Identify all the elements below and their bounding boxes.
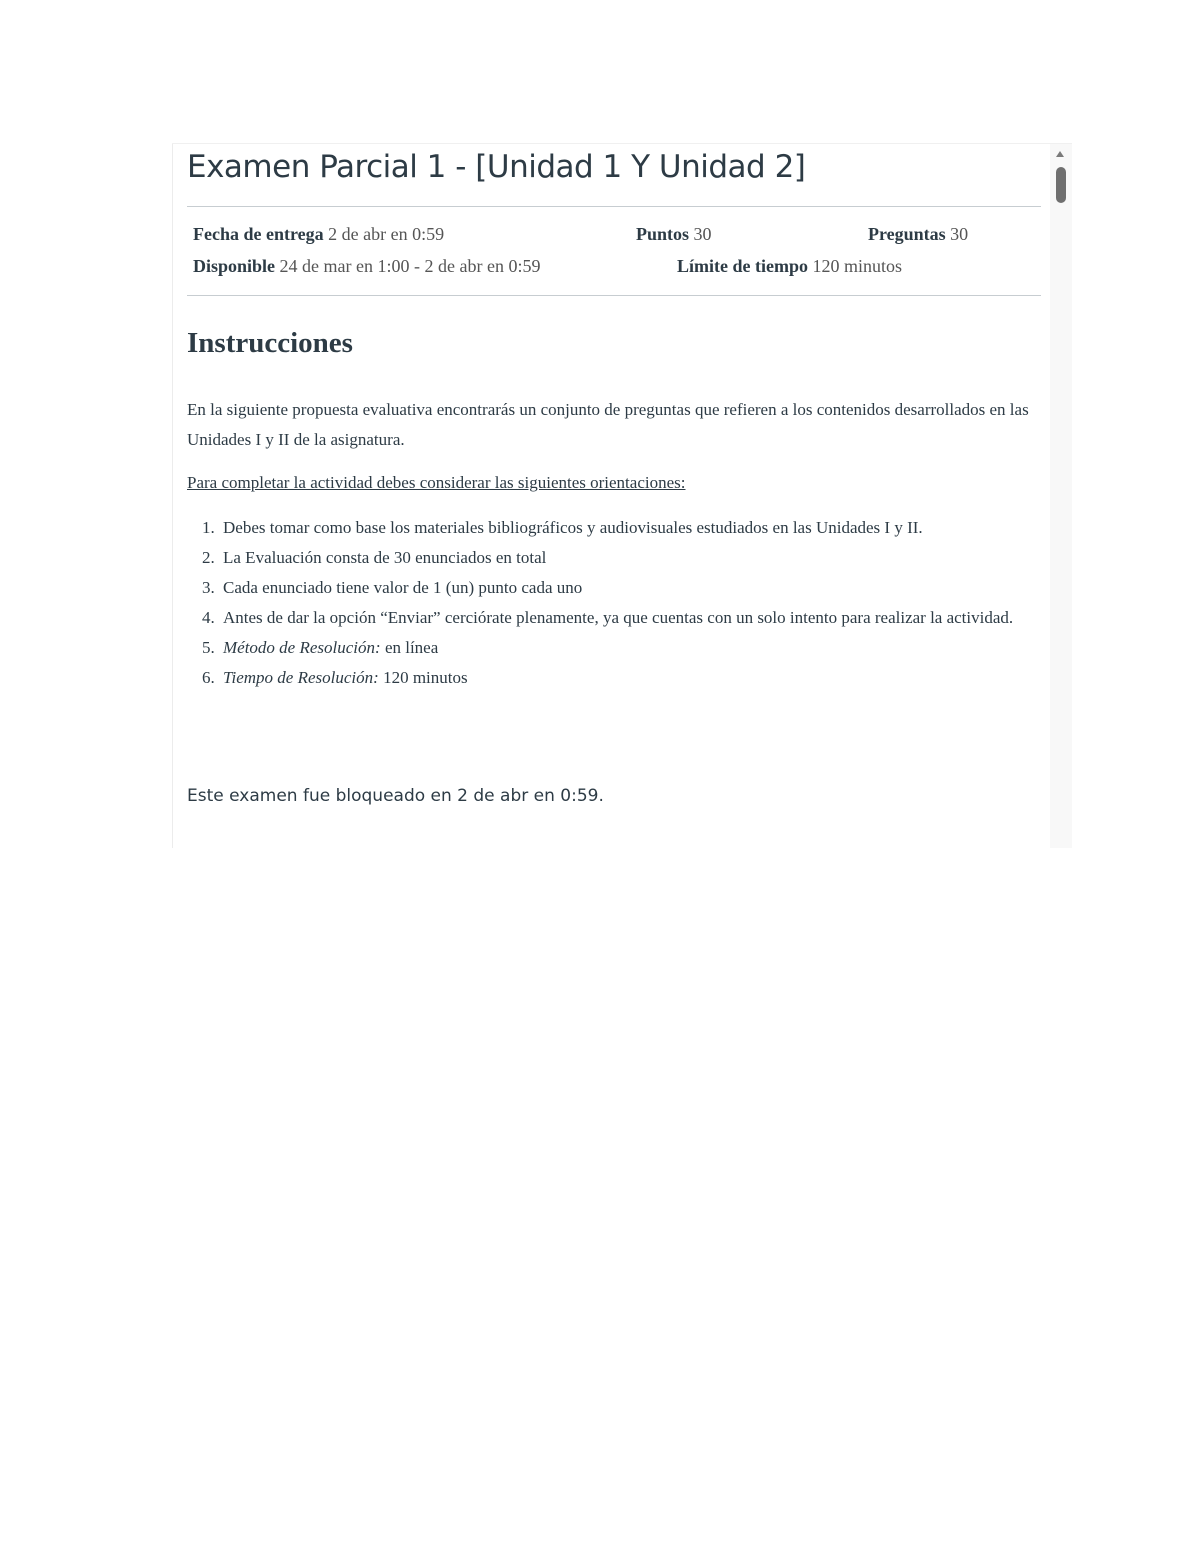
list-item (202, 543, 1031, 573)
list-item-number: 5. (202, 638, 215, 657)
questions (868, 224, 968, 245)
scrollbar[interactable] (1050, 143, 1072, 848)
list-item (202, 573, 1031, 603)
list-item (202, 513, 1031, 543)
list-item-number: 2. (202, 548, 215, 567)
list-item-text: 120 minutos (378, 668, 468, 687)
instructions-intro: En la siguiente propuesta evaluativa encontrarás un conjunto de preguntas que refieren a los contenidos desarrollados en las Unidades I y II de la asignatura. (187, 400, 1029, 449)
list-item-number: 1. (202, 518, 215, 537)
divider (187, 206, 1041, 207)
list-item-number: 6. (202, 668, 215, 687)
points-label: Puntos (636, 224, 690, 244)
list-item-label: Método de Resolución: (223, 638, 381, 657)
list-item (202, 633, 1031, 663)
list-item-text: en línea (380, 638, 439, 657)
divider (187, 295, 1041, 296)
points (636, 224, 712, 245)
quiz-title: Examen Parcial 1 - [Unidad 1 Y Unidad 2] (187, 149, 806, 185)
list-item-label: Tiempo de Resolución: (223, 668, 379, 687)
available (193, 256, 540, 277)
points-value: 30 (693, 224, 712, 244)
due-date-label: Fecha de entrega (193, 224, 324, 244)
scroll-up-arrow-icon[interactable] (1056, 151, 1064, 157)
list-item (202, 663, 1031, 693)
instructions-heading: Instrucciones (187, 327, 353, 359)
list-item-number: 3. (202, 578, 215, 597)
instructions-list (202, 513, 1031, 693)
time-limit (677, 256, 902, 277)
due-date (193, 224, 444, 245)
quiz-screenshot (172, 143, 1072, 848)
list-item-text: Antes de dar la opción “Enviar” cerciórate plenamente, ya que cuentas con un solo intento para realizar la actividad. (223, 608, 1014, 627)
list-item-text: Debes tomar como base los materiales bibliográficos y audiovisuales estudiados en las Unidades I y II. (223, 518, 923, 537)
locked-message: Este examen fue bloqueado en 2 de abr en 0:59. (187, 786, 604, 806)
questions-label: Preguntas (868, 224, 946, 244)
list-item (202, 603, 1031, 633)
list-item-text: Cada enunciado tiene valor de 1 (un) punto cada uno (223, 578, 583, 597)
list-item-number: 4. (202, 608, 215, 627)
due-date-value: 2 de abr en 0:59 (328, 224, 445, 244)
time-limit-value: 120 minutos (812, 256, 902, 276)
time-limit-label: Límite de tiempo (677, 256, 808, 276)
list-item-text: La Evaluación consta de 30 enunciados en total (223, 548, 547, 567)
scrollbar-thumb[interactable] (1056, 167, 1066, 203)
available-label: Disponible (193, 256, 276, 276)
orientation-label: Para completar la actividad debes considerar las siguientes orientaciones: (187, 473, 686, 492)
available-value: 24 de mar en 1:00 - 2 de abr en 0:59 (279, 256, 541, 276)
questions-value: 30 (950, 224, 969, 244)
